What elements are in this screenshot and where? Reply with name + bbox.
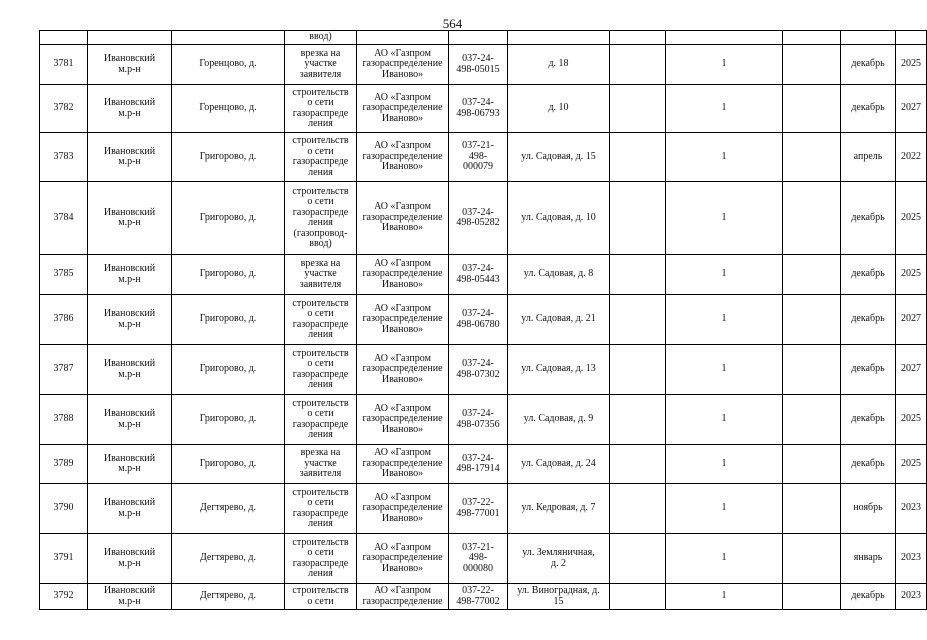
cell-address: ул. Земляничная, д. 2 [508, 534, 610, 584]
cell-year: 2025 [896, 395, 927, 445]
cell-work-type: строительств о сети газораспреде ления [285, 395, 357, 445]
cell-empty [783, 255, 841, 295]
cell-locality: Григорово, д. [172, 395, 285, 445]
cell-month: декабрь [841, 45, 896, 85]
cell-work-type: строительств о сети газораспреде ления [285, 295, 357, 345]
cell-district: Ивановский м.р-н [88, 133, 172, 182]
cell-year: 2025 [896, 45, 927, 85]
table-row [40, 445, 927, 484]
cell-month: декабрь [841, 345, 896, 395]
cell-month: декабрь [841, 255, 896, 295]
cell-year: 2022 [896, 133, 927, 182]
cell-empty [783, 295, 841, 345]
cell-empty [783, 182, 841, 255]
cell-year: 2027 [896, 345, 927, 395]
page-number: 564 [442, 16, 463, 31]
table-row [40, 133, 927, 182]
cell-month: декабрь [841, 445, 896, 484]
cell-quantity: 1 [666, 85, 783, 133]
cell-operator: АО «Газпром газораспределение Иваново» [357, 445, 449, 484]
table-row [40, 584, 927, 610]
table-row-continuation [40, 31, 927, 45]
cell-operator: АО «Газпром газораспределение Иваново» [357, 182, 449, 255]
cell-empty [610, 534, 666, 584]
cell-number: 3783 [40, 133, 88, 182]
cell-address: ул. Садовая, д. 9 [508, 395, 610, 445]
cell-empty [610, 345, 666, 395]
cell-year: 2025 [896, 255, 927, 295]
cell-code: 037-21- 498- 000080 [449, 534, 508, 584]
cell-quantity: 1 [666, 484, 783, 534]
cell-locality: Горенцово, д. [172, 45, 285, 85]
cell-operator: АО «Газпром газораспределение Иваново» [357, 395, 449, 445]
cell-code: 037-24- 498-07356 [449, 395, 508, 445]
cell-empty [610, 484, 666, 534]
cell-district: Ивановский м.р-н [88, 445, 172, 484]
cell-year: 2025 [896, 445, 927, 484]
cell-work-type: ввод) [285, 31, 357, 45]
cell-quantity: 1 [666, 445, 783, 484]
cell-work-type: строительств о сети газораспреде ления (газопровод- ввод) [285, 182, 357, 255]
table-row [40, 345, 927, 395]
table-row [40, 534, 927, 584]
cell-number: 3792 [40, 584, 88, 610]
cell-work-type: строительств о сети газораспреде ления [285, 345, 357, 395]
cell-work-type: строительств о сети газораспреде ления [285, 534, 357, 584]
cell-quantity: 1 [666, 345, 783, 395]
cell-code: 037-24- 498-06780 [449, 295, 508, 345]
cell-address: ул. Садовая, д. 13 [508, 345, 610, 395]
cell-locality: Григорово, д. [172, 182, 285, 255]
cell-number: 3790 [40, 484, 88, 534]
cell-work-type: строительств о сети газораспреде ления [285, 85, 357, 133]
cell-code: 037-24- 498-06793 [449, 85, 508, 133]
cell-locality: Григорово, д. [172, 255, 285, 295]
cell-district: Ивановский м.р-н [88, 484, 172, 534]
cell-empty [783, 534, 841, 584]
table-row [40, 255, 927, 295]
cell-operator: АО «Газпром газораспределение Иваново» [357, 85, 449, 133]
cell-empty [610, 295, 666, 345]
table-row [40, 45, 927, 85]
cell-number: 3786 [40, 295, 88, 345]
cell-empty [783, 133, 841, 182]
cell-month: декабрь [841, 395, 896, 445]
cell-code: 037-22- 498-77001 [449, 484, 508, 534]
cell-number: 3785 [40, 255, 88, 295]
cell-quantity: 1 [666, 395, 783, 445]
cell-code: 037-24- 498-17914 [449, 445, 508, 484]
cell-month: декабрь [841, 182, 896, 255]
cell-district: Ивановский м.р-н [88, 395, 172, 445]
cell-empty [610, 182, 666, 255]
cell-address: ул. Виноградная, д. 15 [508, 584, 610, 610]
cell-address: д. 18 [508, 45, 610, 85]
table-row [40, 182, 927, 255]
cell-locality: Горенцово, д. [172, 85, 285, 133]
cell-operator: АО «Газпром газораспределение Иваново» [357, 345, 449, 395]
cell-code: 037-24- 498-05282 [449, 182, 508, 255]
cell-year: 2025 [896, 182, 927, 255]
cell-year: 2023 [896, 484, 927, 534]
cell-month: декабрь [841, 295, 896, 345]
cell-month: декабрь [841, 85, 896, 133]
cell-number: 3791 [40, 534, 88, 584]
cell-work-type: строительств о сети газораспреде ления [285, 133, 357, 182]
cell-operator: АО «Газпром газораспределение Иваново» [357, 484, 449, 534]
cell-locality: Григорово, д. [172, 345, 285, 395]
cell-number: 3787 [40, 345, 88, 395]
table-row [40, 85, 927, 133]
cell-year: 2023 [896, 584, 927, 610]
cell-work-type: врезка на участке заявителя [285, 445, 357, 484]
cell-number: 3784 [40, 182, 88, 255]
cell-empty [783, 45, 841, 85]
cell-empty [783, 345, 841, 395]
cell-address: ул. Садовая, д. 10 [508, 182, 610, 255]
cell-work-type: строительств о сети газораспреде ления [285, 484, 357, 534]
cell-quantity: 1 [666, 133, 783, 182]
cell-address: ул. Садовая, д. 24 [508, 445, 610, 484]
cell-empty [610, 85, 666, 133]
cell-work-type: врезка на участке заявителя [285, 255, 357, 295]
cell-month: январь [841, 534, 896, 584]
cell-work-type: строительств о сети [285, 584, 357, 610]
cell-code: 037-24- 498-07302 [449, 345, 508, 395]
cell-year: 2027 [896, 85, 927, 133]
cell-locality: Григорово, д. [172, 133, 285, 182]
cell-operator: АО «Газпром газораспределение Иваново» [357, 255, 449, 295]
cell-quantity: 1 [666, 584, 783, 610]
cell-code: 037-24- 498-05015 [449, 45, 508, 85]
cell-number: 3782 [40, 85, 88, 133]
cell-locality: Дегтярево, д. [172, 584, 285, 610]
cell-district: Ивановский м.р-н [88, 534, 172, 584]
cell-address: ул. Кедровая, д. 7 [508, 484, 610, 534]
cell-empty [610, 255, 666, 295]
cell-empty [610, 45, 666, 85]
cell-month: апрель [841, 133, 896, 182]
cell-quantity: 1 [666, 534, 783, 584]
cell-operator: АО «Газпром газораспределение Иваново» [357, 534, 449, 584]
cell-address: ул. Садовая, д. 21 [508, 295, 610, 345]
registry-table [39, 30, 927, 610]
table-row [40, 395, 927, 445]
cell-address: д. 10 [508, 85, 610, 133]
cell-district: Ивановский м.р-н [88, 85, 172, 133]
cell-district: Ивановский м.р-н [88, 295, 172, 345]
cell-empty [783, 584, 841, 610]
cell-code: 037-21- 498- 000079 [449, 133, 508, 182]
cell-number: 3781 [40, 45, 88, 85]
cell-empty [783, 395, 841, 445]
cell-locality: Григорово, д. [172, 445, 285, 484]
cell-district: Ивановский м.р-н [88, 45, 172, 85]
cell-number: 3789 [40, 445, 88, 484]
table-row [40, 295, 927, 345]
cell-number: 3788 [40, 395, 88, 445]
cell-district: Ивановский м.р-н [88, 255, 172, 295]
cell-empty [610, 445, 666, 484]
cell-empty [783, 85, 841, 133]
cell-empty [783, 484, 841, 534]
cell-empty [610, 395, 666, 445]
cell-quantity: 1 [666, 182, 783, 255]
cell-operator: АО «Газпром газораспределение [357, 584, 449, 610]
cell-locality: Дегтярево, д. [172, 484, 285, 534]
cell-year: 2023 [896, 534, 927, 584]
cell-code: 037-22- 498-77002 [449, 584, 508, 610]
cell-address: ул. Садовая, д. 15 [508, 133, 610, 182]
cell-empty [610, 584, 666, 610]
cell-month: ноябрь [841, 484, 896, 534]
cell-work-type: врезка на участке заявителя [285, 45, 357, 85]
cell-empty [783, 445, 841, 484]
cell-district: Ивановский м.р-н [88, 345, 172, 395]
cell-operator: АО «Газпром газораспределение Иваново» [357, 295, 449, 345]
cell-quantity: 1 [666, 295, 783, 345]
cell-district: Ивановский м.р-н [88, 584, 172, 610]
cell-locality: Дегтярево, д. [172, 534, 285, 584]
cell-month: декабрь [841, 584, 896, 610]
cell-operator: АО «Газпром газораспределение Иваново» [357, 45, 449, 85]
cell-code: 037-24- 498-05443 [449, 255, 508, 295]
cell-year: 2027 [896, 295, 927, 345]
table-row [40, 484, 927, 534]
cell-operator: АО «Газпром газораспределение Иваново» [357, 133, 449, 182]
cell-quantity: 1 [666, 45, 783, 85]
cell-locality: Григорово, д. [172, 295, 285, 345]
cell-quantity: 1 [666, 255, 783, 295]
cell-district: Ивановский м.р-н [88, 182, 172, 255]
cell-empty [610, 133, 666, 182]
cell-address: ул. Садовая, д. 8 [508, 255, 610, 295]
